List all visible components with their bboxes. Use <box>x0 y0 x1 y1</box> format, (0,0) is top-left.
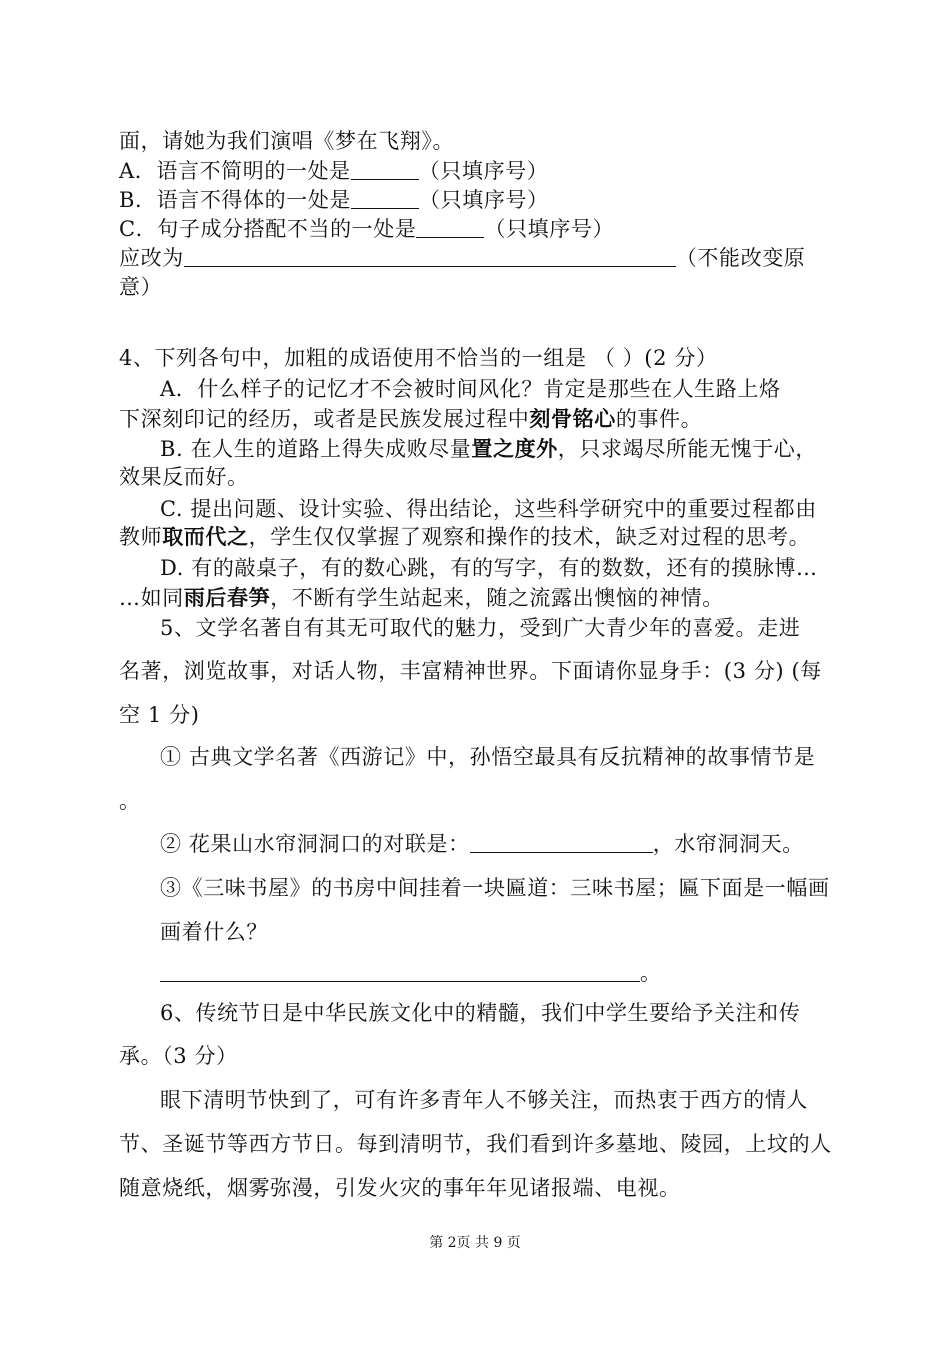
question-3a: A．语言不简明的一处是 （只填序号） <box>119 159 549 183</box>
option-a-cont: 下深刻印记的经历，或者是民族发展过程中刻骨铭心的事件。 <box>119 407 703 431</box>
answer-blank[interactable] <box>416 217 484 238</box>
option-d-cont: …如同雨后春笋，不断有学生站起来，随之流露出懊恼的神情。 <box>119 586 724 610</box>
sub-question-1-end: 。 <box>119 789 141 813</box>
text-line: 意） <box>119 275 163 299</box>
question-4: 4、下列各句中，加粗的成语使用不恰当的一组是 （ ）(2 分） <box>119 346 718 370</box>
bold-idiom: 雨后春笋 <box>183 586 271 610</box>
answer-blank[interactable] <box>351 159 419 180</box>
question-5: 5、文学名著自有其无可取代的魅力，受到广大青少年的喜爱。走进 <box>160 616 801 640</box>
text-line: 面，请她为我们演唱《梦在飞翔》。 <box>119 129 455 153</box>
bold-idiom: 置之度外 <box>471 437 558 461</box>
bold-idiom: 刻骨铭心 <box>529 407 616 431</box>
question-6: 6、传统节日是中华民族文化中的精髓，我们中学生要给予关注和传 <box>160 1001 801 1025</box>
question-3b: B．语言不得体的一处是 （只填序号） <box>119 188 549 212</box>
passage-line: 随意烧纸，烟雾弥漫，引发火灾的事年年见诸报端、电视。 <box>119 1176 681 1200</box>
question-3c: C．句子成分搭配不当的一处是 （只填序号） <box>119 217 615 241</box>
answer-blank[interactable] <box>184 246 676 267</box>
option-b: B. 在人生的道路上得失成败尽量置之度外，只求竭尽所能无愧于心， <box>160 437 817 461</box>
page-footer: 第 2页 共 9 页 <box>429 1235 521 1251</box>
sub-question-3-answer: 。 <box>160 958 880 988</box>
option-d: D. 有的敲桌子，有的数心跳，有的写字，有的数数，还有的摸脉博… <box>160 556 818 580</box>
option-c: C. 提出问题、设计实验、得出结论，这些科学研究中的重要过程都由 <box>160 497 817 521</box>
answer-blank[interactable] <box>470 832 653 853</box>
sub-question-2: ② 花果山水帘洞洞口的对联是： ，水帘洞洞天。 <box>160 832 804 856</box>
option-c-cont: 教师取而代之，学生仅仅掌握了观察和操作的技术，缺乏对过程的思考。 <box>119 525 811 549</box>
sub-question-3-cont: 画着什么？ <box>160 920 268 944</box>
passage-line: 眼下清明节快到了，可有许多青年人不够关注，而热衷于西方的情人 <box>160 1088 808 1112</box>
passage-line: 节、圣诞节等西方节日。每到清明节，我们看到许多墓地、陵园，上坟的人 <box>119 1132 832 1156</box>
option-a: A．什么样子的记忆才不会被时间风化？肯定是那些在人生路上烙 <box>160 377 781 401</box>
question-5-cont: 空 1 分) <box>119 703 200 727</box>
sub-question-1: ① 古典文学名著《西游记》中，孙悟空最具有反抗精神的故事情节是 <box>160 745 816 769</box>
question-6-cont: 承。（3 分） <box>119 1044 238 1068</box>
option-b-cont: 效果反而好。 <box>119 465 249 489</box>
bold-idiom: 取而代之 <box>162 525 249 549</box>
question-5-cont: 名著，浏览故事，对话人物，丰富精神世界。下面请你显身手：(3 分) (每 <box>119 659 822 683</box>
correction-line: 应改为 （不能改变原 <box>119 246 806 270</box>
answer-blank[interactable] <box>160 961 640 982</box>
sub-question-3: ③《三味书屋》的书房中间挂着一块匾道：三味书屋；匾下面是一幅画 <box>160 876 830 900</box>
answer-blank[interactable] <box>351 188 419 209</box>
